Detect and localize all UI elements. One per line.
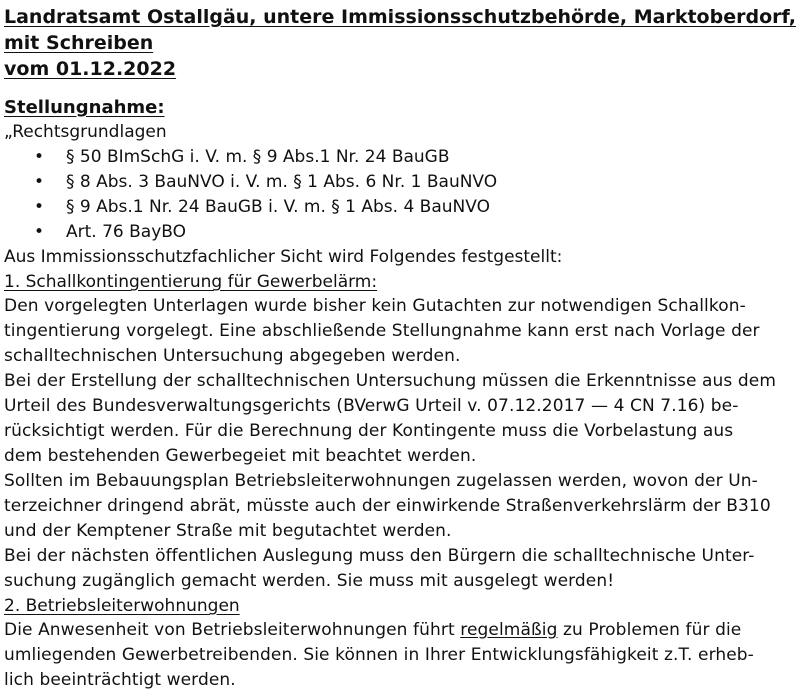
emphasis-regularly: regelmäßig	[460, 620, 558, 640]
text-line: tingentierung vorgelegt. Eine abschließende Stellungnahme kann erst nach Vorlage der	[4, 321, 760, 341]
text-line: Den vorgelegten Unterlagen wurde bisher kein Gutachten zur notwendigen Schallkon-	[4, 296, 746, 316]
text-line: dem bestehenden Gewerbegeiet mit beachtet werden.	[4, 446, 477, 466]
list-item	[4, 145, 796, 170]
text-line: rücksichtigt werden. Für die Berechnung der Kontingente muss die Vorbelastung aus	[4, 421, 734, 441]
statement-subheading: Stellungnahme:	[4, 97, 165, 118]
section-1-paragraph-2	[4, 369, 796, 469]
heading-line-2: vom 01.12.2022	[4, 58, 177, 80]
section-1-paragraph-3	[4, 469, 796, 544]
document-heading	[4, 4, 796, 82]
section-2-title: 2. Betriebsleiterwohnungen	[4, 596, 240, 616]
legal-basis-text: § 8 Abs. 3 BauNVO i. V. m. § 1 Abs. 6 Nr. 1 BauNVO	[66, 172, 498, 192]
list-item	[4, 170, 796, 195]
section-1-paragraph-4	[4, 544, 796, 594]
section-2-paragraph-1	[4, 618, 796, 693]
legal-bases-label: „Rechtsgrundlagen	[4, 122, 167, 142]
text-line: suchung zugänglich gemacht werden. Sie muss mit ausgelegt werden!	[4, 571, 615, 591]
list-item	[4, 220, 796, 245]
text-line: schalltechnischen Untersuchung abgegeben werden.	[4, 346, 461, 366]
legal-bases-list	[4, 145, 796, 245]
section-1-title: 1. Schallkontingentierung für Gewerbelärm:	[4, 272, 378, 292]
text-line: terzeichner dringend abrät, müsste auch der einwirkende Straßenverkehrslärm der B310	[4, 496, 771, 516]
legal-basis-text: § 9 Abs.1 Nr. 24 BauGB i. V. m. § 1 Abs. 4 BauNVO	[66, 197, 490, 217]
bullet-icon: •	[34, 147, 45, 167]
finding-intro: Aus Immissionsschutzfachlicher Sicht wird Folgendes festgestellt:	[4, 247, 563, 267]
section-1-paragraph-1	[4, 294, 796, 369]
text-line: Die Anwesenheit von Betriebsleiterwohnungen führt	[4, 620, 461, 640]
text-line: zu Problemen für die	[557, 620, 742, 640]
bullet-icon: •	[34, 172, 45, 192]
text-line: Bei der Erstellung der schalltechnischen Untersuchung müssen die Erkenntnisse aus dem	[4, 371, 777, 391]
text-line: lich beeinträchtigt werden.	[4, 670, 236, 690]
legal-basis-text: Art. 76 BayBO	[66, 222, 187, 242]
text-line: Urteil des Bundesverwaltungsgerichts (BVerwG Urteil v. 07.12.2017 — 4 CN 7.16) be-	[4, 396, 739, 416]
legal-basis-text: § 50 BImSchG i. V. m. § 9 Abs.1 Nr. 24 BauGB	[66, 147, 450, 167]
text-line: umliegenden Gewerbetreibenden. Sie können in Ihrer Entwicklungsfähigkeit z.T. erheb-	[4, 645, 754, 665]
text-line: Bei der nächsten öffentlichen Auslegung muss den Bürgern die schalltechnische Unter-	[4, 546, 755, 566]
heading-line-1: Landratsamt Ostallgäu, untere Immissionsschutzbehörde, Marktoberdorf, mit Schreiben	[4, 6, 796, 54]
list-item	[4, 195, 796, 220]
bullet-icon: •	[34, 222, 45, 242]
text-line: Sollten im Bebauungsplan Betriebsleiterwohnungen zugelassen werden, wovon der Un-	[4, 471, 758, 491]
text-line: und der Kemptener Straße mit begutachtet werden.	[4, 521, 452, 541]
bullet-icon: •	[34, 197, 45, 217]
